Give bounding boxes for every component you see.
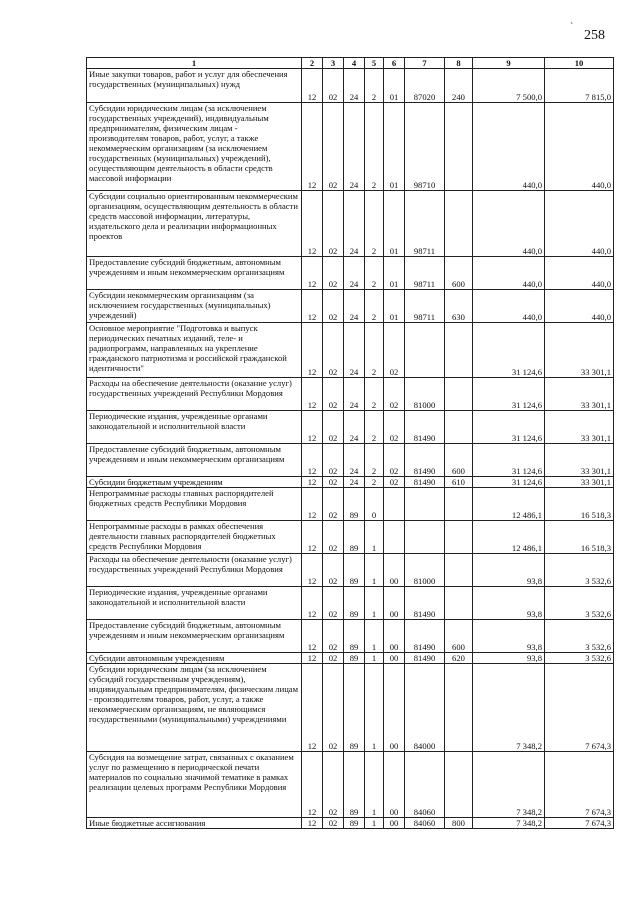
cell-c6: 00 — [384, 752, 405, 818]
cell-c9: 31 124,6 — [473, 444, 545, 477]
cell-c4: 89 — [344, 554, 365, 587]
cell-c7: 84000 — [405, 664, 445, 752]
column-header: 4 — [344, 58, 365, 69]
cell-c5: 1 — [365, 818, 384, 829]
cell-c10: 33 301,1 — [545, 378, 614, 411]
row-description: Непрограммные расходы главных распорядителей бюджетных средств Республики Мордовия — [87, 488, 302, 521]
row-description: Субсидия на возмещение затрат, связанных с оказанием услуг по размещению в периодической печати материалов по социально значимой тематике в рамках реализации целевых программ Республики Мордовия — [87, 752, 302, 818]
cell-c3: 02 — [323, 664, 344, 752]
cell-c5: 0 — [365, 488, 384, 521]
cell-c3: 02 — [323, 521, 344, 554]
cell-c3: 02 — [323, 323, 344, 378]
cell-c5: 2 — [365, 103, 384, 191]
cell-c3: 02 — [323, 444, 344, 477]
cell-c4: 24 — [344, 103, 365, 191]
table-row — [87, 103, 614, 191]
cell-c3: 02 — [323, 191, 344, 257]
row-description: Иные бюджетные ассигнования — [87, 818, 302, 829]
cell-c8 — [445, 587, 473, 620]
cell-c8 — [445, 191, 473, 257]
row-description: Периодические издания, учрежденные органами законодательной и исполнительной власти — [87, 587, 302, 620]
row-description: Субсидии некоммерческим организациям (за исключением государственных (муниципальных) учреждений) — [87, 290, 302, 323]
table-row — [87, 752, 614, 818]
cell-c8 — [445, 554, 473, 587]
table-row — [87, 69, 614, 103]
cell-c4: 89 — [344, 664, 365, 752]
cell-c8 — [445, 752, 473, 818]
table-row — [87, 587, 614, 620]
cell-c2: 12 — [302, 290, 323, 323]
cell-c6 — [384, 488, 405, 521]
cell-c7: 81490 — [405, 411, 445, 444]
cell-c2: 12 — [302, 191, 323, 257]
cell-c10: 440,0 — [545, 103, 614, 191]
cell-c2: 12 — [302, 477, 323, 488]
row-description: Субсидии социально ориентированным некоммерческим организациям, осуществляющим деятельность в области средств массовой информации, литературы, издательского дела и реализации информационных проектов — [87, 191, 302, 257]
cell-c10: 440,0 — [545, 290, 614, 323]
cell-c7: 98711 — [405, 257, 445, 290]
cell-c9: 12 486,1 — [473, 488, 545, 521]
cell-c7: 81490 — [405, 620, 445, 653]
cell-c6: 01 — [384, 69, 405, 103]
cell-c5: 1 — [365, 521, 384, 554]
cell-c9: 93,8 — [473, 653, 545, 664]
row-description: Субсидии бюджетным учреждениям — [87, 477, 302, 488]
cell-c10: 3 532,6 — [545, 620, 614, 653]
cell-c10: 33 301,1 — [545, 444, 614, 477]
cell-c9: 440,0 — [473, 103, 545, 191]
cell-c7: 98711 — [405, 290, 445, 323]
cell-c2: 12 — [302, 664, 323, 752]
cell-c10: 440,0 — [545, 191, 614, 257]
cell-c3: 02 — [323, 653, 344, 664]
cell-c3: 02 — [323, 488, 344, 521]
cell-c4: 89 — [344, 653, 365, 664]
cell-c6: 00 — [384, 653, 405, 664]
cell-c10: 16 518,3 — [545, 488, 614, 521]
cell-c8 — [445, 323, 473, 378]
cell-c2: 12 — [302, 488, 323, 521]
cell-c9: 31 124,6 — [473, 323, 545, 378]
cell-c2: 12 — [302, 444, 323, 477]
cell-c4: 24 — [344, 444, 365, 477]
cell-c7 — [405, 323, 445, 378]
cell-c10: 3 532,6 — [545, 554, 614, 587]
cell-c8 — [445, 521, 473, 554]
cell-c5: 1 — [365, 653, 384, 664]
cell-c5: 1 — [365, 664, 384, 752]
column-header: 1 — [87, 58, 302, 69]
cell-c6: 02 — [384, 378, 405, 411]
cell-c7: 81490 — [405, 587, 445, 620]
column-header: 9 — [473, 58, 545, 69]
cell-c8: 610 — [445, 477, 473, 488]
budget-table — [86, 57, 614, 829]
cell-c5: 2 — [365, 444, 384, 477]
cell-c9: 7 348,2 — [473, 818, 545, 829]
cell-c7 — [405, 521, 445, 554]
cell-c2: 12 — [302, 103, 323, 191]
cell-c9: 7 348,2 — [473, 664, 545, 752]
cell-c7: 98710 — [405, 103, 445, 191]
cell-c10: 3 532,6 — [545, 653, 614, 664]
cell-c9: 31 124,6 — [473, 411, 545, 444]
cell-c7: 84060 — [405, 752, 445, 818]
cell-c4: 89 — [344, 587, 365, 620]
cell-c9: 440,0 — [473, 257, 545, 290]
table-row — [87, 554, 614, 587]
cell-c10: 33 301,1 — [545, 477, 614, 488]
row-description: Расходы на обеспечение деятельности (оказание услуг) государственных учреждений Республики Мордовия — [87, 554, 302, 587]
cell-c5: 1 — [365, 752, 384, 818]
cell-c4: 24 — [344, 378, 365, 411]
column-header: 3 — [323, 58, 344, 69]
cell-c3: 02 — [323, 103, 344, 191]
cell-c9: 93,8 — [473, 587, 545, 620]
cell-c5: 2 — [365, 290, 384, 323]
cell-c8: 800 — [445, 818, 473, 829]
cell-c2: 12 — [302, 378, 323, 411]
cell-c2: 12 — [302, 653, 323, 664]
cell-c4: 24 — [344, 411, 365, 444]
cell-c8: 600 — [445, 444, 473, 477]
cell-c6 — [384, 521, 405, 554]
cell-c7: 81000 — [405, 378, 445, 411]
cell-c7 — [405, 488, 445, 521]
cell-c9: 12 486,1 — [473, 521, 545, 554]
cell-c9: 31 124,6 — [473, 378, 545, 411]
table-row — [87, 653, 614, 664]
cell-c3: 02 — [323, 587, 344, 620]
cell-c4: 89 — [344, 521, 365, 554]
cell-c6: 00 — [384, 620, 405, 653]
cell-c3: 02 — [323, 477, 344, 488]
row-description: Основное мероприятие "Подготовка и выпуск периодических печатных изданий, теле- и радиопрограмм, направленных на укрепление гражданского патриотизма и российской гражданской идентичности" — [87, 323, 302, 378]
column-header: 7 — [405, 58, 445, 69]
row-description: Периодические издания, учрежденные органами законодательной и исполнительной власти — [87, 411, 302, 444]
cell-c2: 12 — [302, 620, 323, 653]
row-description: Субсидии юридическим лицам (за исключением государственных учреждений), индивидуальным предпринимателям, физическим лицам - производителям товаров, работ, услуг, а также некоммерческим организациям (за исключением государственных (муниципальных) учреждений), осуществляющим деятельность в области средств массовой информации — [87, 103, 302, 191]
cell-c2: 12 — [302, 323, 323, 378]
cell-c10: 7 674,3 — [545, 664, 614, 752]
cell-c5: 1 — [365, 554, 384, 587]
cell-c2: 12 — [302, 818, 323, 829]
cell-c4: 24 — [344, 477, 365, 488]
cell-c2: 12 — [302, 69, 323, 103]
row-description: Субсидии юридическим лицам (за исключением субсидий государственным учреждениям), индивидуальным предпринимателям, физическим лицам - производителям товаров, работ, услуг, а также некоммерческим организациям, не являющимся государственными (муниципальными) учреждениями — [87, 664, 302, 752]
table-row — [87, 477, 614, 488]
cell-c6: 01 — [384, 103, 405, 191]
cell-c6: 02 — [384, 323, 405, 378]
table-row — [87, 664, 614, 752]
cell-c3: 02 — [323, 290, 344, 323]
cell-c4: 24 — [344, 323, 365, 378]
cell-c2: 12 — [302, 554, 323, 587]
row-description: Непрограммные расходы в рамках обеспечения деятельности главных распорядителей бюджетных средств Республики Мордовия — [87, 521, 302, 554]
cell-c3: 02 — [323, 69, 344, 103]
cell-c10: 33 301,1 — [545, 323, 614, 378]
cell-c9: 93,8 — [473, 554, 545, 587]
cell-c6: 00 — [384, 587, 405, 620]
cell-c6: 00 — [384, 664, 405, 752]
cell-c2: 12 — [302, 521, 323, 554]
cell-c6: 02 — [384, 444, 405, 477]
cell-c10: 16 518,3 — [545, 521, 614, 554]
cell-c5: 1 — [365, 620, 384, 653]
cell-c7: 81490 — [405, 653, 445, 664]
cell-c7: 98711 — [405, 191, 445, 257]
cell-c10: 440,0 — [545, 257, 614, 290]
column-header: 2 — [302, 58, 323, 69]
table-row — [87, 290, 614, 323]
row-description: Иные закупки товаров, работ и услуг для обеспечения государственных (муниципальных) нужд — [87, 69, 302, 103]
cell-c3: 02 — [323, 257, 344, 290]
header-row — [87, 58, 614, 69]
cell-c7: 84060 — [405, 818, 445, 829]
cell-c5: 2 — [365, 477, 384, 488]
table-row — [87, 521, 614, 554]
table-row — [87, 191, 614, 257]
cell-c5: 2 — [365, 323, 384, 378]
cell-c8 — [445, 103, 473, 191]
cell-c6: 02 — [384, 411, 405, 444]
table-row — [87, 488, 614, 521]
column-header: 10 — [545, 58, 614, 69]
cell-c7: 81490 — [405, 477, 445, 488]
cell-c4: 24 — [344, 257, 365, 290]
row-description: Предоставление субсидий бюджетным, автономным учреждениям и иным некоммерческим организациям — [87, 620, 302, 653]
cell-c6: 01 — [384, 257, 405, 290]
cell-c2: 12 — [302, 752, 323, 818]
cell-c9: 440,0 — [473, 191, 545, 257]
cell-c6: 01 — [384, 191, 405, 257]
cell-c8 — [445, 411, 473, 444]
cell-c10: 7 815,0 — [545, 69, 614, 103]
table-row — [87, 378, 614, 411]
cell-c9: 93,8 — [473, 620, 545, 653]
cell-c8 — [445, 378, 473, 411]
cell-c7: 81490 — [405, 444, 445, 477]
table-row — [87, 444, 614, 477]
table-row — [87, 257, 614, 290]
cell-c8 — [445, 488, 473, 521]
cell-c3: 02 — [323, 818, 344, 829]
cell-c2: 12 — [302, 411, 323, 444]
cell-c8: 240 — [445, 69, 473, 103]
cell-c9: 7 500,0 — [473, 69, 545, 103]
page-number: 258 — [584, 28, 605, 43]
cell-c8: 630 — [445, 290, 473, 323]
table-row — [87, 620, 614, 653]
cell-c3: 02 — [323, 752, 344, 818]
cell-c8: 600 — [445, 620, 473, 653]
cell-c8 — [445, 664, 473, 752]
cell-c9: 7 348,2 — [473, 752, 545, 818]
cell-c5: 2 — [365, 191, 384, 257]
cell-c8: 600 — [445, 257, 473, 290]
cell-c4: 24 — [344, 290, 365, 323]
table-row — [87, 411, 614, 444]
corner-mark: ` — [570, 22, 574, 33]
column-header: 6 — [384, 58, 405, 69]
cell-c5: 2 — [365, 257, 384, 290]
cell-c5: 2 — [365, 378, 384, 411]
cell-c4: 89 — [344, 752, 365, 818]
cell-c4: 89 — [344, 818, 365, 829]
cell-c4: 24 — [344, 69, 365, 103]
cell-c10: 7 674,3 — [545, 818, 614, 829]
cell-c4: 89 — [344, 620, 365, 653]
cell-c10: 33 301,1 — [545, 411, 614, 444]
column-header: 5 — [365, 58, 384, 69]
cell-c3: 02 — [323, 554, 344, 587]
cell-c5: 2 — [365, 69, 384, 103]
cell-c4: 89 — [344, 488, 365, 521]
cell-c2: 12 — [302, 257, 323, 290]
cell-c3: 02 — [323, 620, 344, 653]
cell-c6: 01 — [384, 290, 405, 323]
cell-c6: 02 — [384, 477, 405, 488]
row-description: Предоставление субсидий бюджетным, автономным учреждениям и иным некоммерческим организациям — [87, 257, 302, 290]
cell-c5: 1 — [365, 587, 384, 620]
column-header: 8 — [445, 58, 473, 69]
cell-c7: 87020 — [405, 69, 445, 103]
table-row — [87, 323, 614, 378]
cell-c9: 440,0 — [473, 290, 545, 323]
table-row — [87, 818, 614, 829]
cell-c8: 620 — [445, 653, 473, 664]
cell-c10: 7 674,3 — [545, 752, 614, 818]
cell-c3: 02 — [323, 411, 344, 444]
cell-c10: 3 532,6 — [545, 587, 614, 620]
row-description: Предоставление субсидий бюджетным, автономным учреждениям и иным некоммерческим организациям — [87, 444, 302, 477]
cell-c9: 31 124,6 — [473, 477, 545, 488]
row-description: Субсидии автономным учреждениям — [87, 653, 302, 664]
cell-c6: 00 — [384, 554, 405, 587]
cell-c2: 12 — [302, 587, 323, 620]
cell-c6: 00 — [384, 818, 405, 829]
cell-c7: 81000 — [405, 554, 445, 587]
cell-c3: 02 — [323, 378, 344, 411]
cell-c5: 2 — [365, 411, 384, 444]
row-description: Расходы на обеспечение деятельности (оказание услуг) государственных учреждений Республики Мордовия — [87, 378, 302, 411]
cell-c4: 24 — [344, 191, 365, 257]
